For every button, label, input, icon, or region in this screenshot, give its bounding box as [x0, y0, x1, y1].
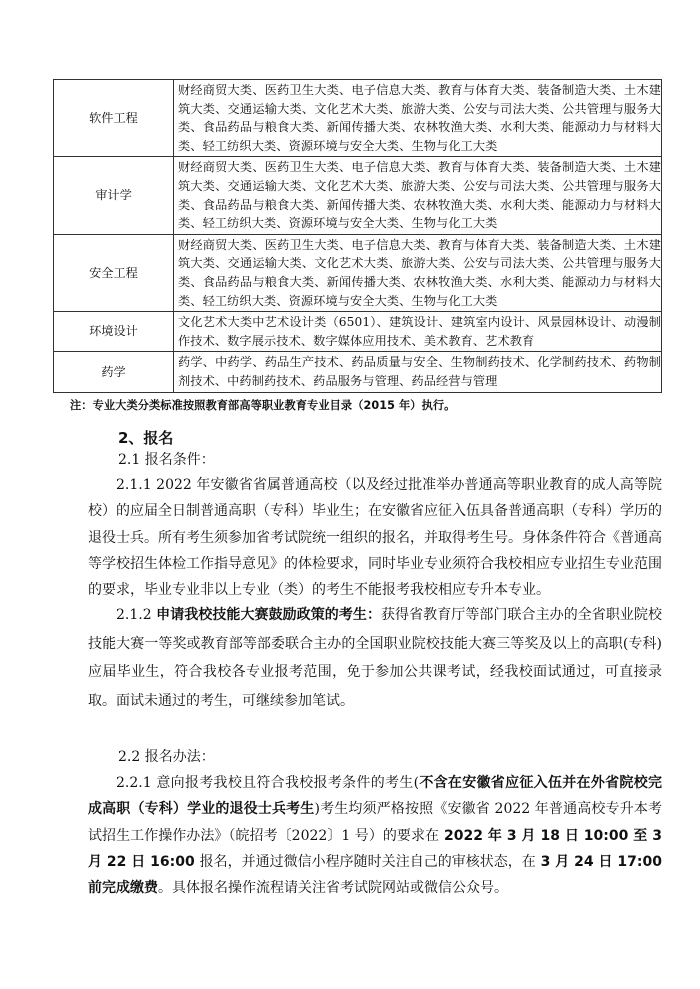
paragraph-2-2-1	[88, 770, 662, 901]
major-name: 环境设计	[54, 312, 174, 352]
paragraph-2-1-1	[88, 472, 662, 603]
paragraph-text: )考生均须严格按照《安徽省 2022 年普通高校专升本考试招生工作操作办法》（皖招考〔2022〕1 号）的要求在	[88, 801, 662, 844]
table-row	[54, 234, 662, 311]
bold-phrase: 申请我校技能大赛鼓励政策的考生：	[156, 607, 381, 623]
major-name: 安全工程	[54, 234, 174, 311]
major-categories: 财经商贸大类、医药卫生大类、电子信息大类、教育与体育大类、装备制造大类、土木建筑大类、交通运输大类、文化艺术大类、旅游大类、公安与司法大类、公共管理与服务大类、食品药品与粮食大类、新闻传播大类、农林牧渔大类、水利大类、能源动力与材料大类、轻工纺织大类、资源环境与安全大类、生物与化工大类	[174, 157, 662, 234]
paragraph-2-1-2	[88, 601, 662, 715]
table-note: 注：专业大类分类标准按照教育部高等职业教育专业目录（2015 年）执行。	[70, 399, 456, 412]
major-categories: 财经商贸大类、医药卫生大类、电子信息大类、教育与体育大类、装备制造大类、土木建筑大类、交通运输大类、文化艺术大类、旅游大类、公安与司法大类、公共管理与服务大类、食品药品与粮食大类、新闻传播大类、农林牧渔大类、水利大类、能源动力与材料大类、轻工纺织大类、资源环境与安全大类、生物与化工大类	[174, 80, 662, 157]
paragraph-text: 获得省教育厅等部门联合主办的全省职业院校技能大赛一等奖或教育部等部委联合主办的全国职业院校技能大赛三等奖及以上的高职(专科)应届毕业生，符合我校各专业报考范围，免于参加公共课考试，经我校面试通过，可直接录取。面试未通过的考生，可继续参加笔试。	[88, 607, 663, 709]
major-categories: 药学、中药学、药品生产技术、药品质量与安全、生物制药技术、化学制药技术、药物制剂技术、中药制药技术、药品服务与管理、药品经营与管理	[174, 352, 662, 392]
paragraph-text: 2.1.1 2022 年安徽省省属普通高校（以及经过批准举办普通高等职业教育的成人高等院校）的应届全日制普通高职（专科）毕业生；在安徽省应征入伍具备普通高职（专科）学历的退役士兵。所有考生须参加省考试院统一组织的报名，并取得考生号。身体条件符合《普通高等学校招生体检工作指导意见》的体检要求，同时毕业专业须符合我校相应专业招生专业范围的要求，毕业专业非以上专业（类）的考生不能报考我校相应专升本专业。	[88, 477, 662, 599]
major-name: 药学	[54, 352, 174, 392]
table-row	[54, 157, 662, 234]
major-categories: 文化艺术大类中艺术设计类（6501）、建筑设计、建筑室内设计、风景园林设计、动漫制作技术、数字展示技术、数字媒体应用技术、美术教育、艺术教育	[174, 312, 662, 352]
paragraph-text: 报名，并通过微信小程序随时关注自己的审核状态，在	[199, 853, 536, 870]
section-heading: 2、报名	[118, 429, 174, 447]
table-row	[54, 352, 662, 392]
subsection-title: 2.1 报名条件：	[118, 452, 215, 468]
paragraph-text: 。具体报名操作流程请关注省考试院网站或微信公众号。	[158, 880, 508, 897]
table-row	[54, 312, 662, 352]
subsection-title: 2.2 报名办法：	[118, 749, 215, 765]
major-name: 软件工程	[54, 80, 174, 157]
paragraph-lead: 2.1.2	[116, 607, 157, 623]
major-category-table	[53, 79, 662, 393]
major-categories: 财经商贸大类、医药卫生大类、电子信息大类、教育与体育大类、装备制造大类、土木建筑大类、交通运输大类、文化艺术大类、旅游大类、公安与司法大类、公共管理与服务大类、食品药品与粮食大类、新闻传播大类、农林牧渔大类、水利大类、能源动力与材料大类、轻工纺织大类、资源环境与安全大类、生物与化工大类	[174, 234, 662, 311]
bold-deadline: 3 月 24 日 17:00 前完成缴费	[88, 853, 662, 897]
table-row	[54, 80, 662, 157]
bold-phrase: 不含在安徽省应征入伍并在外省院校完成高职（专科）学业的退役士兵考生	[88, 775, 662, 818]
bold-date-range: 2022 年 3 月 18 日 10:00 至 3 月 22 日 16:00	[88, 827, 662, 870]
major-name: 审计学	[54, 157, 174, 234]
paragraph-text: 2.2.1 意向报考我校且符合我校报考条件的考生(	[116, 775, 420, 791]
